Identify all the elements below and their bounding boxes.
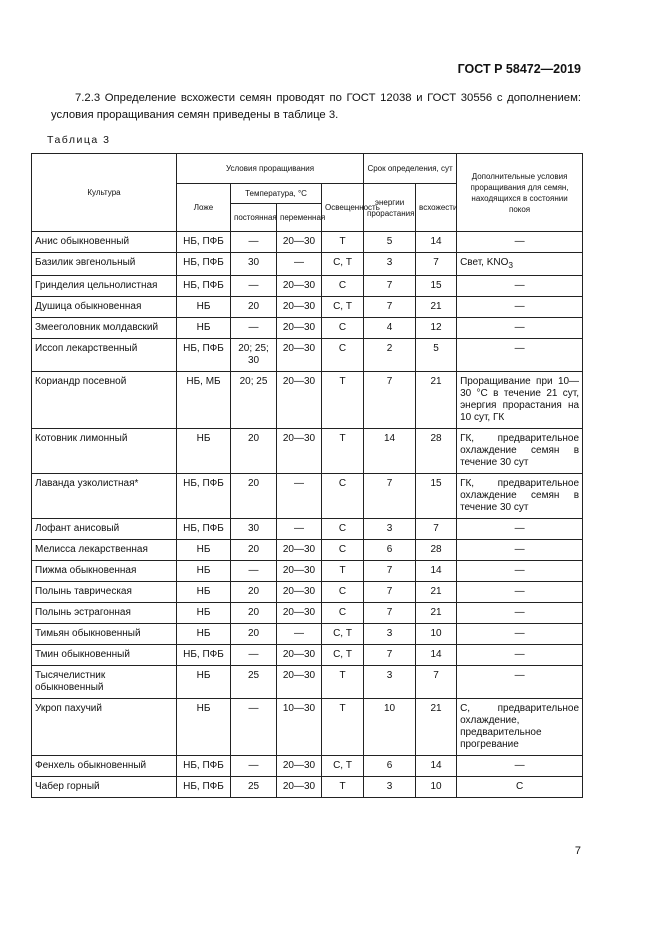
constant-temp-cell: 20; 25 — [231, 372, 277, 429]
intro-paragraph — [51, 90, 581, 124]
culture-cell: Мелисса лекарственная — [32, 540, 177, 561]
additional-cell: Проращивание при 10—30 °С в течение 21 сут, энергия прорастания на 10 сут, ГК — [457, 372, 583, 429]
header-term: Срок определения, сут — [364, 154, 457, 184]
lighting-cell: С — [322, 318, 364, 339]
germination-cell: 21 — [416, 297, 457, 318]
header-lighting: Освещенность — [322, 184, 364, 232]
constant-temp-cell: 25 — [231, 666, 277, 699]
variable-temp-cell: 20—30 — [277, 777, 322, 798]
variable-temp-cell: 20—30 — [277, 582, 322, 603]
bed-cell: НБ, ПФБ — [177, 777, 231, 798]
bed-cell: НБ — [177, 561, 231, 582]
energy-cell: 7 — [364, 582, 416, 603]
bed-cell: НБ — [177, 699, 231, 756]
constant-temp-cell: 20 — [231, 474, 277, 519]
germination-cell: 5 — [416, 339, 457, 372]
energy-cell: 4 — [364, 318, 416, 339]
variable-temp-cell: — — [277, 519, 322, 540]
bed-cell: НБ — [177, 582, 231, 603]
table-row — [32, 561, 583, 582]
header-conditions: Условия проращивания — [177, 154, 364, 184]
lighting-cell: С — [322, 519, 364, 540]
table-body — [32, 232, 583, 798]
constant-temp-cell: 20 — [231, 624, 277, 645]
bed-cell: НБ — [177, 318, 231, 339]
bed-cell: НБ, ПФБ — [177, 232, 231, 253]
additional-cell: Свет, $KNO_3$ — [457, 253, 583, 276]
constant-temp-cell: 20 — [231, 603, 277, 624]
energy-cell: 3 — [364, 624, 416, 645]
culture-cell: Анис обыкновенный — [32, 232, 177, 253]
lighting-cell: С — [322, 603, 364, 624]
energy-cell: 7 — [364, 276, 416, 297]
table-row — [32, 603, 583, 624]
germination-cell: 21 — [416, 603, 457, 624]
culture-cell: Иссоп лекарственный — [32, 339, 177, 372]
header-temperature: Температура, °С — [231, 184, 322, 204]
energy-cell: 3 — [364, 253, 416, 276]
culture-cell: Пижма обыкновенная — [32, 561, 177, 582]
culture-cell: Укроп пахучий — [32, 699, 177, 756]
bed-cell: НБ — [177, 297, 231, 318]
constant-temp-cell: 20 — [231, 297, 277, 318]
energy-cell: 7 — [364, 645, 416, 666]
energy-cell: 6 — [364, 756, 416, 777]
culture-cell: Тимьян обыкновенный — [32, 624, 177, 645]
energy-cell: 3 — [364, 519, 416, 540]
bed-cell: НБ, ПФБ — [177, 474, 231, 519]
germination-cell: 28 — [416, 429, 457, 474]
lighting-cell: С, Т — [322, 756, 364, 777]
culture-cell: Лаванда узколистная* — [32, 474, 177, 519]
germination-cell: 15 — [416, 276, 457, 297]
culture-cell: Чабер горный — [32, 777, 177, 798]
lighting-cell: С, Т — [322, 253, 364, 276]
lighting-cell: С, Т — [322, 624, 364, 645]
bed-cell: НБ, ПФБ — [177, 253, 231, 276]
variable-temp-cell: 20—30 — [277, 372, 322, 429]
lighting-cell: С — [322, 540, 364, 561]
table-row — [32, 582, 583, 603]
additional-cell: — — [457, 624, 583, 645]
variable-temp-cell: 20—30 — [277, 561, 322, 582]
germination-cell: 21 — [416, 699, 457, 756]
culture-cell: Полынь эстрагонная — [32, 603, 177, 624]
germination-cell: 14 — [416, 756, 457, 777]
constant-temp-cell: 20 — [231, 540, 277, 561]
header-germination: всхожести — [416, 184, 457, 232]
variable-temp-cell: — — [277, 474, 322, 519]
germination-cell: 21 — [416, 582, 457, 603]
additional-cell: — — [457, 276, 583, 297]
germination-cell: 14 — [416, 232, 457, 253]
germination-cell: 14 — [416, 645, 457, 666]
standard-header: ГОСТ Р 58472—2019 — [457, 62, 581, 76]
bed-cell: НБ, ПФБ — [177, 339, 231, 372]
additional-cell: — — [457, 339, 583, 372]
table-row — [32, 756, 583, 777]
energy-cell: 7 — [364, 561, 416, 582]
header-variable: переменная — [277, 204, 322, 232]
germination-cell: 7 — [416, 666, 457, 699]
lighting-cell: Т — [322, 699, 364, 756]
constant-temp-cell: 20; 25; 30 — [231, 339, 277, 372]
culture-cell: Котовник лимонный — [32, 429, 177, 474]
table-row — [32, 540, 583, 561]
constant-temp-cell: 30 — [231, 519, 277, 540]
constant-temp-cell: — — [231, 756, 277, 777]
energy-cell: 2 — [364, 339, 416, 372]
lighting-cell: Т — [322, 372, 364, 429]
culture-cell: Лофант анисовый — [32, 519, 177, 540]
additional-cell: — — [457, 603, 583, 624]
additional-cell: — — [457, 756, 583, 777]
table-row — [32, 276, 583, 297]
lighting-cell: Т — [322, 429, 364, 474]
lighting-cell: Т — [322, 561, 364, 582]
energy-cell: 7 — [364, 372, 416, 429]
variable-temp-cell: 20—30 — [277, 276, 322, 297]
table-row — [32, 474, 583, 519]
additional-cell: — — [457, 561, 583, 582]
additional-cell: С, предварительное охлаждение, предварительное прогревание — [457, 699, 583, 756]
culture-cell: Гринделия цельнолистная — [32, 276, 177, 297]
germination-cell: 15 — [416, 474, 457, 519]
bed-cell: НБ — [177, 429, 231, 474]
table-row — [32, 232, 583, 253]
additional-cell: — — [457, 318, 583, 339]
header-additional: Дополнительные условия проращивания для семян, находящихся в состоянии покоя — [457, 154, 583, 232]
variable-temp-cell: 20—30 — [277, 666, 322, 699]
germination-cell: 10 — [416, 777, 457, 798]
germination-cell: 7 — [416, 519, 457, 540]
constant-temp-cell: — — [231, 232, 277, 253]
culture-cell: Полынь таврическая — [32, 582, 177, 603]
variable-temp-cell: 20—30 — [277, 339, 322, 372]
additional-cell: — — [457, 645, 583, 666]
energy-cell: 5 — [364, 232, 416, 253]
energy-cell: 10 — [364, 699, 416, 756]
lighting-cell: С — [322, 339, 364, 372]
variable-temp-cell: 20—30 — [277, 603, 322, 624]
lighting-cell: С — [322, 474, 364, 519]
table-row — [32, 297, 583, 318]
germination-cell: 12 — [416, 318, 457, 339]
lighting-cell: Т — [322, 777, 364, 798]
additional-cell: — — [457, 232, 583, 253]
bed-cell: НБ — [177, 624, 231, 645]
constant-temp-cell: — — [231, 561, 277, 582]
lighting-cell: С — [322, 582, 364, 603]
additional-cell: — — [457, 519, 583, 540]
variable-temp-cell: 20—30 — [277, 645, 322, 666]
table-row — [32, 253, 583, 276]
variable-temp-cell: — — [277, 253, 322, 276]
header-constant: постоянная — [231, 204, 277, 232]
energy-cell: 6 — [364, 540, 416, 561]
table-row — [32, 624, 583, 645]
additional-cell: — — [457, 540, 583, 561]
table-row — [32, 372, 583, 429]
table-row — [32, 777, 583, 798]
variable-temp-cell: 20—30 — [277, 540, 322, 561]
page-number: 7 — [574, 845, 581, 857]
germination-cell: 21 — [416, 372, 457, 429]
germination-conditions-table — [31, 153, 583, 798]
constant-temp-cell: 20 — [231, 429, 277, 474]
table-row — [32, 666, 583, 699]
culture-cell: Кориандр посевной — [32, 372, 177, 429]
energy-cell: 7 — [364, 297, 416, 318]
culture-cell: Тмин обыкновенный — [32, 645, 177, 666]
constant-temp-cell: 30 — [231, 253, 277, 276]
constant-temp-cell: 25 — [231, 777, 277, 798]
additional-cell: — — [457, 297, 583, 318]
additional-cell: ГК, предварительное охлаждение семян в течение 30 сут — [457, 429, 583, 474]
variable-temp-cell: 20—30 — [277, 297, 322, 318]
lighting-cell: Т — [322, 232, 364, 253]
lighting-cell: С, Т — [322, 645, 364, 666]
variable-temp-cell: 20—30 — [277, 756, 322, 777]
additional-cell: — — [457, 582, 583, 603]
lighting-cell: С — [322, 276, 364, 297]
energy-cell: 3 — [364, 777, 416, 798]
lighting-cell: Т — [322, 666, 364, 699]
germination-cell: 14 — [416, 561, 457, 582]
energy-cell: 7 — [364, 474, 416, 519]
culture-cell: Базилик эвгенольный — [32, 253, 177, 276]
table-row — [32, 318, 583, 339]
culture-cell: Фенхель обыкновенный — [32, 756, 177, 777]
constant-temp-cell: — — [231, 276, 277, 297]
constant-temp-cell: — — [231, 645, 277, 666]
table-row — [32, 699, 583, 756]
bed-cell: НБ, МБ — [177, 372, 231, 429]
bed-cell: НБ — [177, 540, 231, 561]
germination-cell: 10 — [416, 624, 457, 645]
culture-cell: Змееголовник молдавский — [32, 318, 177, 339]
germination-cell: 28 — [416, 540, 457, 561]
additional-cell: С — [457, 777, 583, 798]
variable-temp-cell: 10—30 — [277, 699, 322, 756]
table-caption: Таблица 3 — [47, 134, 111, 146]
germination-cell: 7 — [416, 253, 457, 276]
header-bed: Ложе — [177, 184, 231, 232]
bed-cell: НБ, ПФБ — [177, 645, 231, 666]
bed-cell: НБ — [177, 603, 231, 624]
intro-text: 7.2.3 Определение всхожести семян проводят по ГОСТ 12038 и ГОСТ 30556 с дополнением: условия проращивания семян приведены в таблице 3. — [51, 92, 581, 121]
variable-temp-cell: — — [277, 624, 322, 645]
constant-temp-cell: — — [231, 699, 277, 756]
variable-temp-cell: 20—30 — [277, 232, 322, 253]
table-row — [32, 339, 583, 372]
lighting-cell: С, Т — [322, 297, 364, 318]
energy-cell: 3 — [364, 666, 416, 699]
table-row — [32, 519, 583, 540]
variable-temp-cell: 20—30 — [277, 429, 322, 474]
bed-cell: НБ, ПФБ — [177, 276, 231, 297]
header-energy: энергии прорастания — [364, 184, 416, 232]
additional-cell: ГК, предварительное охлаждение семян в течение 30 сут — [457, 474, 583, 519]
energy-cell: 7 — [364, 603, 416, 624]
header-culture: Культура — [32, 154, 177, 232]
constant-temp-cell: — — [231, 318, 277, 339]
bed-cell: НБ, ПФБ — [177, 519, 231, 540]
energy-cell: 14 — [364, 429, 416, 474]
table-row — [32, 429, 583, 474]
culture-cell: Душица обыкновенная — [32, 297, 177, 318]
bed-cell: НБ — [177, 666, 231, 699]
variable-temp-cell: 20—30 — [277, 318, 322, 339]
culture-cell: Тысячелистник обыкновенный — [32, 666, 177, 699]
table-row — [32, 645, 583, 666]
constant-temp-cell: 20 — [231, 582, 277, 603]
bed-cell: НБ, ПФБ — [177, 756, 231, 777]
additional-cell: — — [457, 666, 583, 699]
